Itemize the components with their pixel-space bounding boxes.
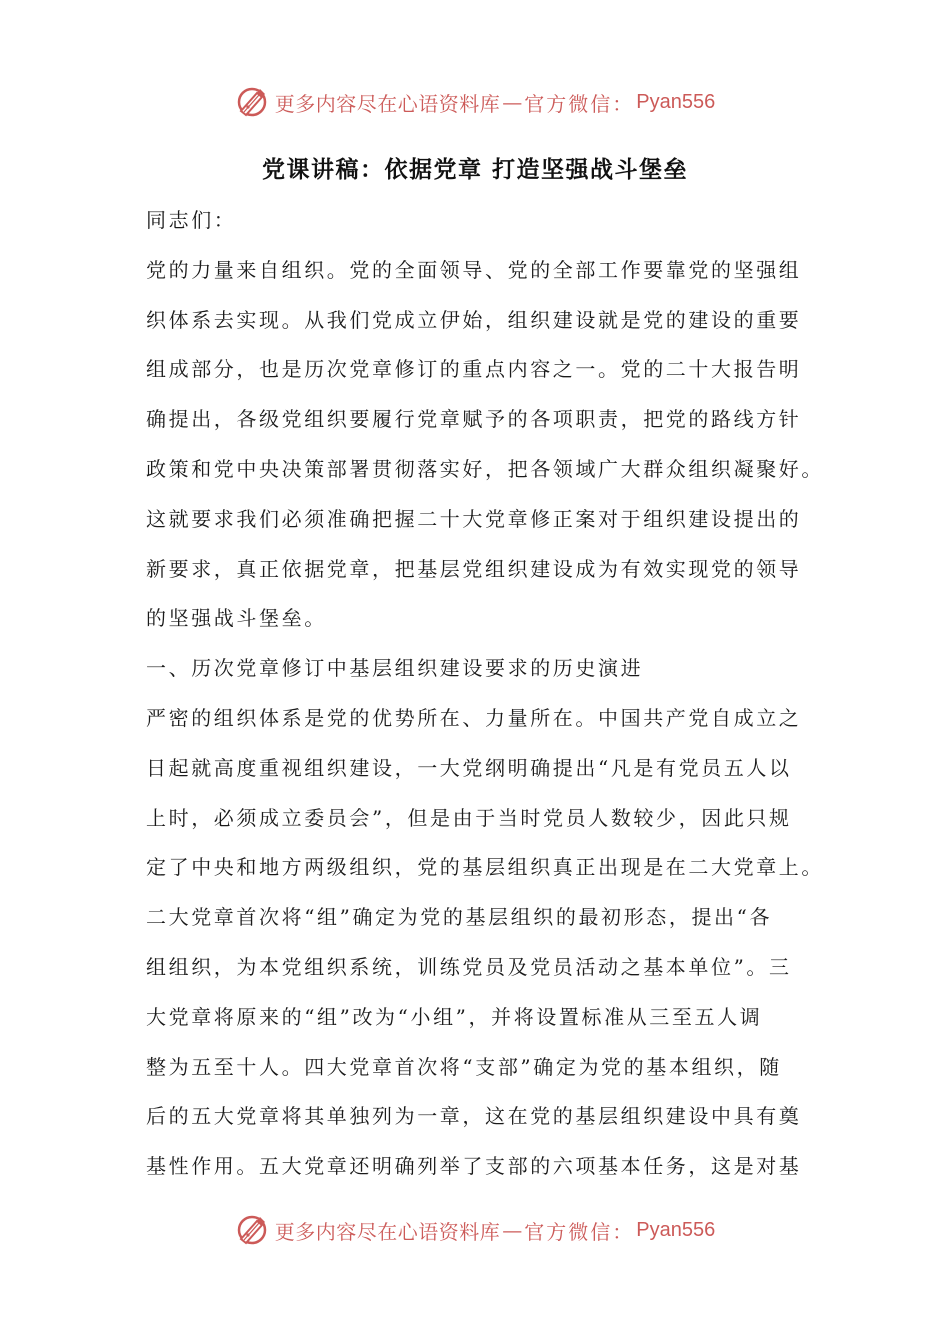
body-line: 日起就高度重视组织建设，一大党纲明确提出“凡是有党员五人以 <box>146 755 792 780</box>
body-line: 后的五大党章将其单独列为一章，这在党的基层组织建设中具有奠 <box>146 1104 802 1129</box>
body-line: 上时，必须成立委员会”，但是由于当时党员人数较少，因此只规 <box>146 805 792 830</box>
body-line: 大党章将原来的“组”改为“小组”，并将设置标准从三至五人调 <box>146 1004 763 1029</box>
body-line: 组组织，为本党组织系统，训练党员及党员活动之基本单位”。三 <box>146 954 792 979</box>
body-line: 织体系去实现。从我们党成立伊始，组织建设就是党的建设的重要 <box>146 307 802 332</box>
body-line: 组成部分，也是历次党章修订的重点内容之一。党的二十大报告明 <box>146 357 802 382</box>
body-line: 整为五至十人。四大党章首次将“支部”确定为党的基本组织，随 <box>146 1054 782 1079</box>
watermark-label: 官方微信： <box>524 91 635 116</box>
watermark-separator: — <box>502 90 523 114</box>
body-line: 党的力量来自组织。党的全面领导、党的全部工作要靠党的坚强组 <box>146 257 802 282</box>
body-line: 这就要求我们必须准确把握二十大党章修正案对于组织建设提出的 <box>146 506 802 531</box>
body-line: 确提出，各级党组织要履行党章赋予的各项职责，把党的路线方针 <box>146 407 802 432</box>
section-heading: 一、历次党章修订中基层组织建设要求的历史演进 <box>146 656 644 681</box>
body-line: 的坚强战斗堡垒。 <box>146 606 327 631</box>
watermark-text: 更多内容尽在心语资料库 <box>274 1219 501 1244</box>
body-line: 定了中央和地方两级组织，党的基层组织真正出现是在二大党章上。 <box>146 855 824 880</box>
watermark-label: 官方微信： <box>524 1219 635 1244</box>
document-title: 党课讲稿：依据党章 打造坚强战斗堡垒 <box>261 157 688 183</box>
header-watermark <box>0 82 950 122</box>
watermark-wechat-id: Pyan556 <box>636 90 716 113</box>
body-line: 政策和党中央决策部署贯彻落实好，把各领域广大群众组织凝聚好。 <box>146 456 824 481</box>
body-line: 基性作用。五大党章还明确列举了支部的六项基本任务，这是对基 <box>146 1154 802 1179</box>
watermark-wechat-id: Pyan556 <box>636 1218 716 1241</box>
body-line: 二大党章首次将“组”确定为党的基层组织的最初形态，提出“各 <box>146 905 773 930</box>
body-line: 新要求，真正依据党章，把基层党组织建设成为有效实现党的领导 <box>146 556 802 581</box>
body-line: 严密的组织体系是党的优势所在、力量所在。中国共产党自成立之 <box>146 705 802 730</box>
footer-watermark <box>0 1210 950 1250</box>
document-body <box>146 196 824 1192</box>
watermark-text: 更多内容尽在心语资料库 <box>274 91 501 116</box>
pen-nib-logo-icon <box>235 1213 269 1247</box>
watermark-separator: — <box>502 1218 523 1242</box>
pen-nib-logo-icon <box>235 85 269 119</box>
body-line: 同志们： <box>146 208 237 232</box>
